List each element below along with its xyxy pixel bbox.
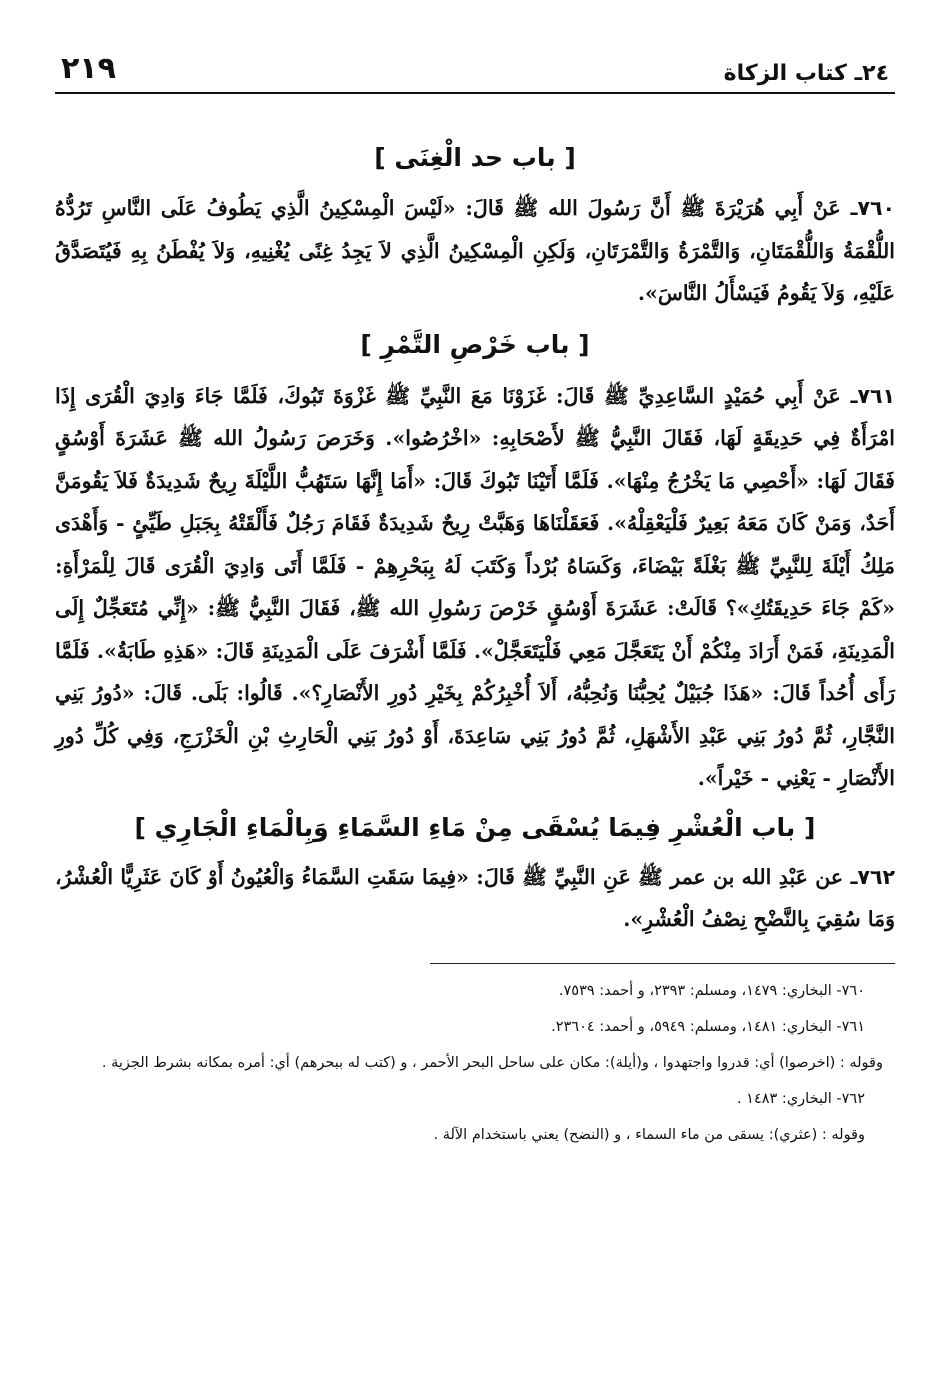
footnotes: [55, 963, 895, 1150]
book-page: [55, 38, 895, 1150]
page-number: ٢١٩: [61, 51, 116, 86]
hadith-body: عَنْ أَبِي هُرَيْرَةَ ﷺ أَنَّ رَسُولَ الله ﷺ قَالَ: «لَيْسَ الْمِسْكِينُ الَّذِي يَطُوفُ عَلَى النَّاسِ تَرُدُّهُ اللُّقْمَةُ وَاللُّقْمَتَانِ، وَالتَّمْرَةُ وَالتَّمْرَتَانِ، وَلَكِنِ الْمِسْكِينُ الَّذِي لاَ يَجِدُ غِنًى يُغْنِيهِ، وَلاَ يُفْطَنُ بِهِ فَيُتَصَدَّقُ عَلَيْهِ، وَلاَ يَقُومُ فَيَسْأَلُ النَّاسَ».: [55, 196, 895, 305]
chapter-heading: [ باب الْعُشْرِ فِيمَا يُسْقَى مِنْ مَاءِ السَّمَاءِ وَبِالْمَاءِ الْجَارِي ]: [134, 812, 816, 842]
footnote: ٧٦٢- البخاري: ١٤٨٣ .: [736, 1090, 865, 1107]
footnote-divider: [430, 963, 895, 964]
hadith-body: عن عَبْدِ الله بن عمر ﷺ عَنِ النَّبِيِّ ﷺ قَالَ: «فِيمَا سَقَتِ السَّمَاءُ وَالْعُيُونُ أَوْ كَانَ عَثَرِيًّا الْعُشْرُ، وَمَا سُقِيَ بِالنَّضْحِ نِصْفُ الْعُشْرِ».: [55, 864, 895, 931]
hadith-body: عَنْ أَبِي حُمَيْدٍ السَّاعِدِيِّ ﷺ قَالَ: غَزَوْنَا مَعَ النَّبِيِّ ﷺ غَزْوَةَ تَبُوكَ، فَلَمَّا جَاءَ وَادِيَ الْقُرَى إِذَا امْرَأَةٌ فِي حَدِيقَةٍ لَهَا، فَقَالَ النَّبِيُّ ﷺ لأَصْحَابِهِ: «اخْرُصُوا». وَخَرَصَ رَسُولُ الله ﷺ عَشَرَةَ أَوْسُقٍ فَقَالَ لَهَا: «أَحْصِي مَا يَخْرُجُ مِنْهَا». فَلَمَّا أَتَيْنَا تَبُوكَ قَالَ: «أَمَا إِنَّهَا سَتَهُبُّ اللَّيْلَةَ رِيحٌ شَدِيدَةٌ فَلاَ يَقُومَنَّ أَحَدٌ، وَمَنْ كَانَ مَعَهُ بَعِيرٌ فَلْيَعْقِلْهُ». فَعَقَلْنَاهَا وَهَبَّتْ رِيحٌ شَدِيدَةٌ فَقَامَ رَجُلٌ فَأَلْقَتْهُ بِجَبَلِ طَيِّئٍ - وَأَهْدَى مَلِكُ أَيْلَةَ لِلنَّبِيِّ ﷺ بَغْلَةً بَيْضَاءَ، وَكَسَاهُ بُرْداً وَكَتَبَ لَهُ بِبَحْرِهِمْ - فَلَمَّا أَتَى وَادِيَ الْقُرَى قَالَ لِلْمَرْأَةِ: «كَمْ جَاءَ حَدِيقَتُكِ»؟ قَالَتْ: عَشَرَةَ أَوْسُقٍ خَرْصَ رَسُولِ الله ﷺ، فَقَالَ النَّبِيُّ ﷺ: «إِنِّي مُتَعَجِّلٌ إِلَى الْمَدِينَةِ، فَمَنْ أَرَادَ مِنْكُمْ أَنْ يَتَعَجَّلَ مَعِي فَلْيَتَعَجَّلْ». فَلَمَّا أَشْرَفَ عَلَى الْمَدِينَةِ قَالَ: «هَذِهِ طَابَةُ». فَلَمَّا رَأَى أُحُداً قَالَ: «هَذَا جُبَيْلٌ يُحِبُّنَا وَنُحِبُّهُ، أَلاَ أُخْبِرُكُمْ بِخَيْرِ دُورِ الأَنْصَارِ؟». قَالُوا: بَلَى. قَالَ: «دُورُ بَنِي النَّجَّارِ، ثُمَّ دُورُ بَنِي عَبْدِ الأَشْهَلِ، ثُمَّ دُورُ بَنِي سَاعِدَةَ، أَوْ دُورُ بَنِي الْحَارِثِ بْنِ الْخَزْرَجِ، وَفِي كُلِّ دُورِ الأَنْصَارِ - يَعْنِي - خَيْراً».: [55, 383, 895, 790]
chapter-title: ٢٤ـ كتاب الزكاة: [723, 61, 889, 86]
hadith-text: [55, 856, 895, 941]
footnote: ٧٦٠- البخاري: ١٤٧٩، ومسلم: ٢٣٩٣، و أحمد: ٧٥٣٩.: [558, 982, 865, 999]
chapter-heading: [ باب حد الْغِنَى ]: [374, 143, 576, 172]
section-761: [55, 321, 895, 800]
hadith-number: ٧٦١ـ: [850, 383, 896, 408]
hadith-text: [55, 187, 895, 315]
footnote: وقوله : (عثري): يسقى من ماء السماء ، و (النضح) يعني باستخدام الآلة .: [433, 1126, 865, 1143]
footnote: ٧٦١- البخاري: ١٤٨١، ومسلم: ٥٩٤٩، و أحمد: ٢٣٦٠٤.: [551, 1018, 865, 1035]
hadith-number: ٧٦٠ـ: [850, 196, 895, 220]
footnote: وقوله : (اخرصوا) أي: قدروا واجتهدوا ، و(أيلة): مكان على ساحل البحر الأحمر ، و (كتب له ببحرهم) أي: أمره بمكانه بشرط الجزية .: [101, 1054, 883, 1071]
section-760: [55, 134, 895, 315]
hadith-text: [55, 375, 895, 800]
chapter-heading: [ باب خَرْصِ التَّمْرِ ]: [360, 329, 590, 359]
running-header: [55, 38, 895, 94]
hadith-number: ٧٦٢ـ: [850, 864, 896, 889]
section-762: [55, 804, 895, 941]
